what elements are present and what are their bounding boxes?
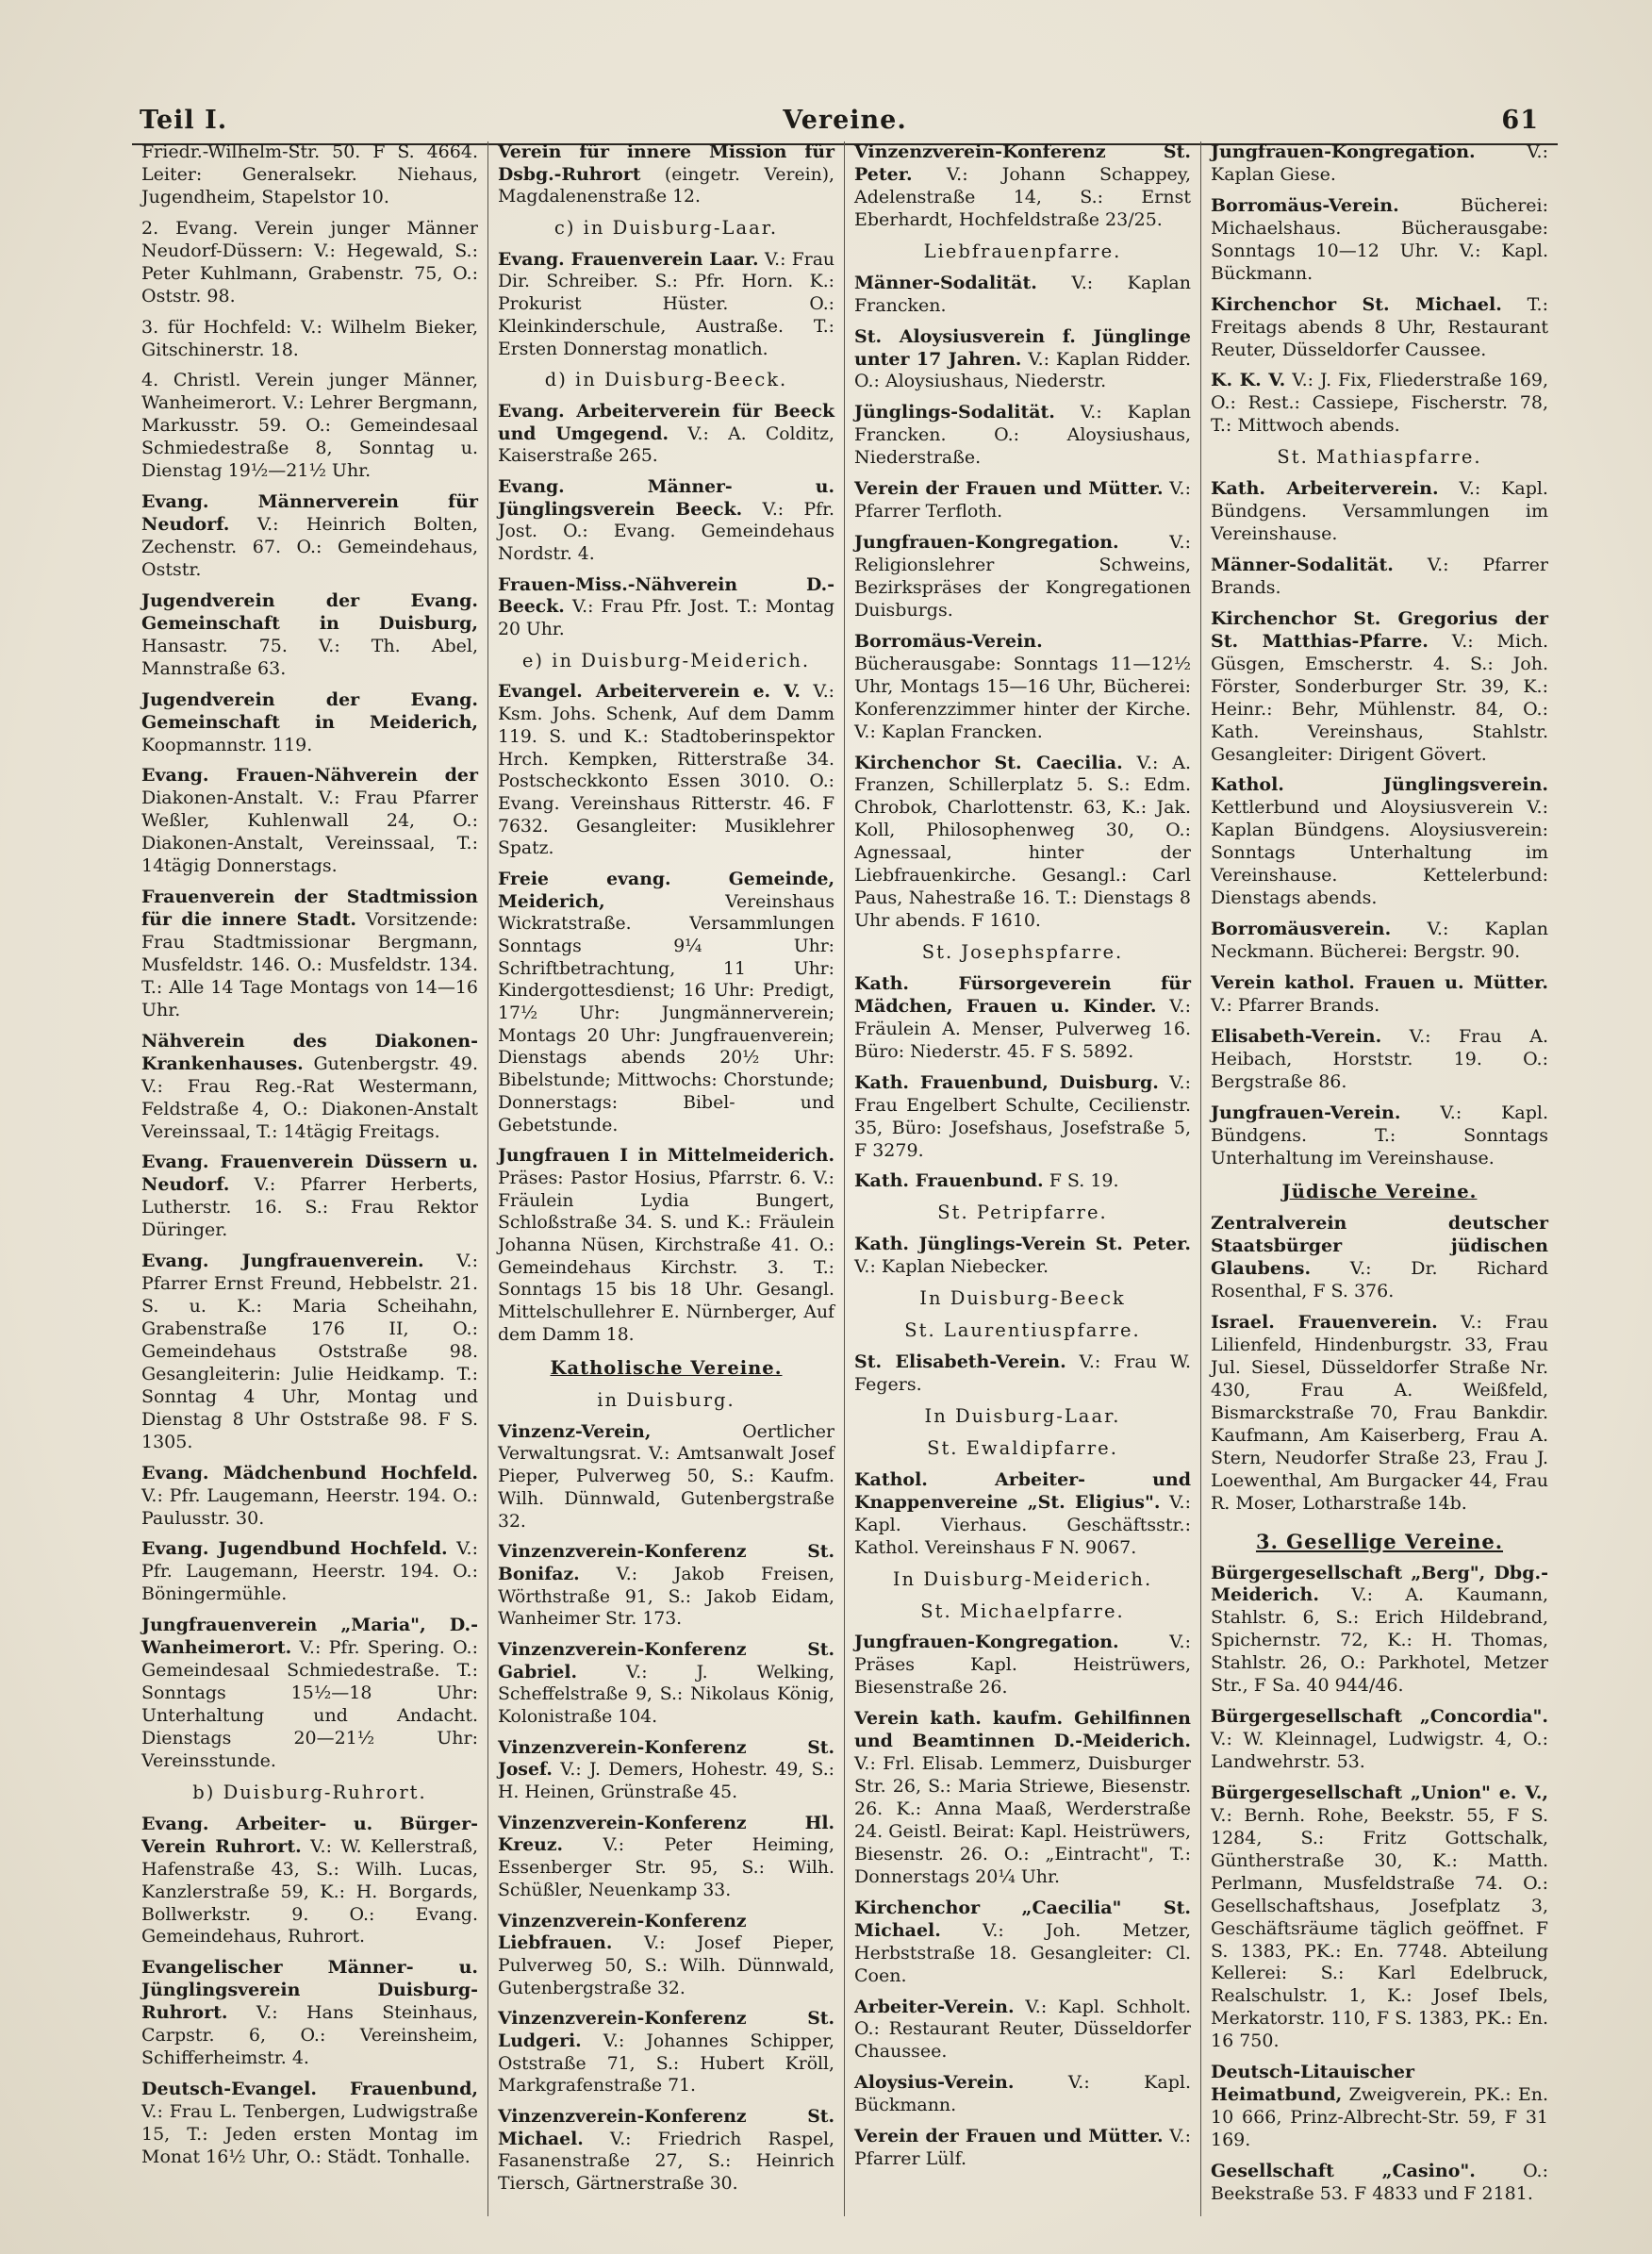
entry-details: V.: Pfarrer Ernst Freund, Hebbelstr. 21. S. u. K.: Maria Scheihahn, Grabenstraße 176 II, O.: Gemeindehaus Oststraße 98. Gesangleiterin: Julie Heidkamp. T.: Sonntag 4 Uhr, Montag und Dienstag 8 Uhr Oststraße 98. F S. 1305. <box>141 1251 478 1452</box>
directory-entry <box>1211 1312 1548 1515</box>
entry-name: Vinzenzverein-Konferenz St. Bonifaz. <box>498 1541 834 1584</box>
entry-name: Israel. Frauenverein. <box>1211 1312 1438 1334</box>
entry-details: Gutenbergstr. 49. V.: Frau Reg.-Rat Westermann, Feldstraße 4, O.: Diakonen-Anstalt Vereinssaal, T.: 14tägig Freitags. <box>141 1052 478 1142</box>
entry-name: Borromäusverein. <box>1211 919 1392 940</box>
entry-details: V.: Heinrich Bolten, Zechenstr. 67. O.: Gemeindehaus, Oststr. <box>141 514 478 580</box>
directory-entry <box>854 1708 1191 1889</box>
entry-details: T.: Freitags abends 8 Uhr, Restaurant Reuter, Düsseldorfer Caussee. <box>1211 293 1548 360</box>
columns <box>132 141 1558 2216</box>
entry-name: Kirchenchor St. Caecilia. <box>854 752 1123 773</box>
entry-details: V.: Kapl. Bündgens. Versammlungen im Vereinshause. <box>1211 478 1548 545</box>
entry-name: Vinzenzverein-Konferenz Liebfrauen. <box>498 1910 747 1954</box>
entry-details: Hansastr. 75. V.: Th. Abel, Mannstraße 63. <box>141 635 478 679</box>
entry-details: V.: Kapl. Bündgens. T.: Sonntags Unterhaltung im Vereinshause. <box>1211 1102 1548 1168</box>
directory-entry <box>1211 1706 1548 1774</box>
entry-details: Koopmannstr. 119. <box>141 734 313 755</box>
entry-name: St. Aloysiusverein f. Jünglinge unter 17 Jahren. <box>854 325 1191 370</box>
entry-details: V.: Pfarrer Brands. <box>1211 555 1548 598</box>
entry-details: V.: Frl. Elisab. Lemmerz, Duisburger Str. 26, S.: Maria Striewe, Biesenstr. 26. K.: Anna Maaß, Werderstraße 24. Geistl. Beirat: Kapl. Heistrüwers, Biesenstr. 26. O.: „Eintracht", T.: Donnerstags 20¼ Uhr. <box>854 1753 1191 1887</box>
directory-entry <box>854 1072 1191 1163</box>
entry-name: Kath. Fürsorgeverein für Mädchen, Frauen u. Kinder. <box>854 972 1191 1017</box>
entry-details: V.: Fräulein A. Menser, Pulverweg 16. Büro: Niederstr. 45. F S. 5892. <box>854 995 1191 1062</box>
directory-entry <box>141 765 478 878</box>
entry-name: Kirchenchor St. Michael. <box>1211 293 1502 315</box>
entry-details: V.: Frau Engelbert Schulte, Cecilienstr. 35, Büro: Josefshaus, Josefstraße 5, F 3279. <box>854 1071 1191 1161</box>
entry-name: Jungfrauen-Kongregation. <box>1211 141 1476 162</box>
entry-name: Evangelischer Männer- u. Jünglingsverein Duisburg-Ruhrort. <box>141 1957 478 2024</box>
entry-details: V.: Jakob Freisen, Wörthstraße 91, S.: Jakob Eidam, Wanheimer Str. 173. <box>498 1564 834 1630</box>
directory-entry <box>141 370 478 483</box>
entry-name: St. Elisabeth-Verein. <box>854 1351 1066 1373</box>
entry-name: Freie evang. Gemeinde, Meiderich, <box>498 868 834 912</box>
entry-details: V.: Joh. Metzer, Herbststraße 18. Gesangleiter: Cl. Coen. <box>854 1919 1191 1986</box>
directory-entry <box>854 2126 1191 2171</box>
directory-entry <box>854 532 1191 622</box>
entry-details: V.: Pfarrer Lülf. <box>854 2126 1191 2170</box>
directory-entry <box>141 491 478 582</box>
directory-entry <box>1211 555 1548 600</box>
entry-details: V.: Pfr. Laugemann, Heerstr. 194. O.: Paulusstr. 30. <box>141 1484 478 1529</box>
directory-entry <box>141 1251 478 1453</box>
entry-details: V.: Peter Heiming, Essenberger Str. 95, S.: Wilh. Schüßler, Neuenkamp 33. <box>498 1835 834 1900</box>
entry-name: Jungfrauen-Verein. <box>1211 1102 1401 1123</box>
directory-entry <box>1211 1563 1548 1699</box>
directory-entry <box>141 317 478 362</box>
entry-name: Kathol. Jünglingsverein. <box>1211 774 1548 796</box>
entry-name: Jungfrauen I in Mittelmeiderich. <box>498 1145 834 1167</box>
entry-details: V.: Pfr. Spering. O.: Gemeindesaal Schmiedestraße. T.: Sonntags 15½—18 Uhr: Unterhaltung und Andacht. Dienstags 20—21½ Uhr: Vereinsstunde. <box>141 1637 478 1771</box>
directory-entry <box>854 973 1191 1064</box>
directory-entry <box>854 478 1191 523</box>
directory-entry <box>498 1639 834 1729</box>
directory-entry <box>141 1615 478 1773</box>
entry-name: Bürgergesellschaft „Berg", Dbg.-Meiderich. <box>1211 1562 1548 1606</box>
entry-name: Jungfrauen-Kongregation. <box>854 1632 1119 1653</box>
entry-details: Friedr.-Wilhelm-Str. 50. F S. 4664. Leiter: Generalsekr. Niehaus, Jugendheim, Stapelstor 10. <box>141 141 478 207</box>
section-heading: St. Ewaldipfarre. <box>927 1436 1118 1459</box>
entry-details: V.: Friedrich Raspel, Fasanenstraße 27, S.: Heinrich Tiersch, Gärtnerstraße 30. <box>498 2129 834 2195</box>
directory-entry <box>854 2072 1191 2117</box>
entry-details: V.: Kapl. Vierhaus. Geschäftsstr.: Kathol. Vereinshaus F N. 9067. <box>854 1491 1191 1558</box>
entry-details: 2. Evang. Verein junger Männer Neudorf-Düssern: V.: Hegewald, S.: Peter Kuhlmann, Grabenstr. 75, O.: Oststr. 98. <box>141 217 478 307</box>
entry-details: V.: Ksm. Johs. Schenk, Auf dem Damm 119. S. und K.: Stadtoberinspektor Hrch. Kempken, Ritterstraße 34. Postscheckkonto Essen 3010. O.: Evang. Vereinshaus Ritterstr. 46. F 7632. Gesangleiter: Musiklehrer Spatz. <box>498 682 835 859</box>
directory-entry <box>854 1469 1191 1560</box>
directory-entry <box>1211 774 1548 910</box>
entry-details: V.: Josef Pieper, Pulverweg 50, S.: Wilh. Dünnwald, Gutenbergstraße 32. <box>498 1933 834 1998</box>
entry-name: Deutsch-Evangel. Frauenbund, <box>141 2079 478 2100</box>
entry-details: V.: Bernh. Rohe, Beekstr. 55, F S. 1284, S.: Fritz Gottschalk, Güntherstraße 30, K.: Matth. Perlmann, Musfeldstraße 74. O.: Gesellschaftshaus, Josefplatz 3, Geschäftsräume täglich geöffnet. F S. 1383, PK.: En. 7748. Abteilung Kellerei: S.: Karl Edelbruck, Realschulstr. 1, K.: Josef Ibels, Merkatorstr. 110, F S. 1383, PK.: En. 16 750. <box>1211 1804 1548 2052</box>
entry-name: Kirchenchor St. Gregorius der St. Matthias-Pfarre. <box>1211 607 1548 652</box>
section-heading: St. Josephspfarre. <box>921 941 1124 963</box>
page-number: 61 <box>1501 106 1539 135</box>
entry-name: Vinzenzverein-Konferenz St. Gabriel. <box>498 1638 834 1682</box>
entry-name: Elisabeth-Verein. <box>1211 1025 1382 1047</box>
directory-entry <box>1211 294 1548 362</box>
entry-details: V.: Frau Lilienfeld, Hindenburgstr. 33, Frau Jul. Siesel, Düsseldorfer Straße Nr. 430, Frau A. Weißfeld, Bismarckstraße 70, Frau Bankdir. Kaufmann, Am Kaiserberg, Frau A. Stern, Neudorfer Straße 23, Frau J. Loewenthal, Am Burgacker 44, Frau R. Moser, Lotharstraße 14b. <box>1211 1312 1549 1514</box>
entry-name: Evang. Frauen-Nähverein der <box>141 765 478 787</box>
directory-entry <box>498 681 834 860</box>
column-3 <box>845 141 1201 2216</box>
directory-entry <box>141 689 478 757</box>
entry-name: Evang. Frauenverein Düssern u. Neudorf. <box>141 1152 478 1196</box>
entry-name: Zentralverein deutscher Staatsbürger jüdischen Glaubens. <box>1211 1213 1548 1280</box>
header-part: Teil I. <box>140 106 228 135</box>
directory-entry <box>1211 972 1548 1018</box>
entry-name: Aloysius-Verein. <box>854 2072 1015 2094</box>
entry-details: Zweigverein, PK.: En. 10 666, Prinz-Albrecht-Str. 59, F 31 169. <box>1211 2084 1548 2150</box>
entry-details: V.: Johann Schappey, Adelenstraße 14, S.: Ernst Eberhardt, Hochfeldstraße 23/25. <box>854 163 1191 230</box>
entry-details: V.: Kaplan Francken. O.: Aloysiushaus, Niederstraße. <box>854 402 1191 469</box>
entry-details: 3. für Hochfeld: V.: Wilhelm Bieker, Gitschinerstr. 18. <box>141 316 478 360</box>
column-1 <box>132 141 488 2216</box>
entry-name: Borromäus-Verein. <box>854 630 1043 652</box>
column-4 <box>1201 141 1558 2216</box>
section-heading: St. Petripfarre. <box>937 1202 1108 1224</box>
entry-details: V.: Frau Pfr. Jost. T.: Montag 20 Uhr. <box>498 597 834 640</box>
directory-entry <box>498 1737 834 1804</box>
directory-entry <box>498 401 834 468</box>
directory-entry <box>498 1145 834 1346</box>
directory-entry <box>141 887 478 1022</box>
entry-name: Vinzenzverein-Konferenz St. Michael. <box>498 2106 834 2149</box>
section-heading: Liebfrauenpfarre. <box>923 240 1122 262</box>
entry-details: V.: Kaplan Niebecker. <box>854 1256 1049 1278</box>
entry-name: Männer-Sodalität. <box>1211 555 1394 575</box>
header-section-title: Vereine. <box>783 106 907 135</box>
entry-details: V.: Mich. Güsgen, Emscherstr. 4. S.: Joh. Förster, Sonderburger Str. 39, K.: Heinr.: Behr, Mühlenstr. 84, O.: Kath. Vereinshaus, Stahlstr. Gesangleiter: Dirigent Gövert. <box>1211 630 1548 765</box>
directory-entry <box>854 273 1191 318</box>
entry-name: Frauenverein der Stadtmission für die innere Stadt. <box>141 887 478 931</box>
section-heading: d) in Duisburg-Beeck. <box>544 369 788 391</box>
directory-entry <box>141 1814 478 1949</box>
entry-details: V.: W. Kellerstraß, Hafenstraße 43, S.: Wilh. Lucas, Kanzlerstraße 59, K.: H. Borgards, Bollwerkstr. 9. O.: Evang. Gemeindehaus, Ruhrort. <box>141 1835 478 1947</box>
entry-name: Evang. Jugendbund Hochfeld. <box>141 1538 448 1560</box>
section-heading: Jüdische Vereine. <box>1281 1181 1478 1203</box>
entry-details: V.: Pfarrer Terfloth. <box>854 478 1191 522</box>
entry-name: Evang. Mädchenbund Hochfeld. <box>141 1462 478 1483</box>
directory-entry <box>854 1351 1191 1397</box>
entry-details: Vorsitzende: Frau Stadtmissionar Bergmann, Musfeldstr. 146. O.: Musfeldstr. 134. T.: Alle 14 Tage Montags von 14—16 Uhr. <box>141 909 478 1020</box>
section-heading: in Duisburg. <box>597 1389 735 1412</box>
entry-name: Verein für innere Mission für Dsbg.-Ruhrort <box>498 141 834 185</box>
column-2 <box>488 141 845 2216</box>
entry-name: Jungfrauenverein „Maria", D.-Wanheimerort. <box>141 1615 478 1659</box>
directory-entry <box>498 476 834 566</box>
entry-details: V.: Hans Steinhaus, Carpstr. 6, O.: Vereinsheim, Schifferheimstr. 4. <box>141 2002 478 2069</box>
entry-details: V.: J. Demers, Hohestr. 49, S.: H. Heinen, Grünstraße 45. <box>498 1760 834 1803</box>
directory-entry <box>1211 370 1548 438</box>
entry-details: V.: Dr. Richard Rosenthal, F S. 376. <box>1211 1258 1548 1302</box>
entry-details: V.: Johannes Schipper, Oststraße 71, S.: Hubert Kröll, Markgrafenstraße 71. <box>498 2030 834 2097</box>
entry-name: Vinzenz-Verein, <box>498 1420 652 1442</box>
section-heading: b) Duisburg-Ruhrort. <box>192 1781 427 1803</box>
entry-name: Evang. Männer- u. Jünglingsverein Beeck. <box>498 475 834 520</box>
directory-entry <box>854 402 1191 470</box>
section-heading: e) in Duisburg-Meiderich. <box>521 649 811 671</box>
entry-details: V.: Frau A. Heibach, Horststr. 19. O.: Bergstraße 86. <box>1211 1025 1548 1092</box>
entry-name: Frauen-Miss.-Nähverein D.-Beeck. <box>498 573 834 618</box>
directory-entry <box>141 1031 478 1144</box>
entry-details: V.: Frau L. Tenbergen, Ludwigstraße 15, T.: Jeden ersten Montag im Monat 16½ Uhr, O.: Städt. Tonhalle. <box>141 2101 478 2167</box>
entry-name: Kath. Frauenbund. <box>854 1170 1044 1192</box>
entry-details: V.: Frau Dir. Schreiber. S.: Pfr. Horn. K.: Prokurist Hüster. O.: Kleinkinderschule, Austraße. T.: Ersten Donnerstag monatlich. <box>498 249 834 359</box>
entry-details: Bücherei: Michaelshaus. Bücherausgabe: Sonntags 10—12 Uhr. V.: Kapl. Bückmann. <box>1211 194 1548 284</box>
directory-entry <box>1211 478 1548 546</box>
entry-details: V.: Pfarrer Brands. <box>1211 994 1380 1016</box>
entry-details: F S. 19. <box>1043 1170 1119 1192</box>
entry-name: Bürgergesellschaft „Concordia". <box>1211 1706 1548 1728</box>
section-heading: St. Michaelpfarre. <box>920 1599 1125 1622</box>
directory-entry <box>498 141 834 208</box>
entry-name: Arbeiter-Verein. <box>854 1996 1015 2017</box>
entry-details: Vereinshaus Wickratstraße. Versammlungen Sonntags 9¼ Uhr: Schriftbetrachtung, 11 Uhr: Kindergottesdienst; 16 Uhr: Predigt, 17½ Uhr: Jungmännerverein; Montags 20 Uhr: Jungfrauenverein; Dienstags abends 20½ Uhr: Bibelstunde; Mittwochs: Chorstunde; Donnerstags: Bibel- und Gebetstunde. <box>498 891 834 1135</box>
directory-entry <box>854 631 1191 744</box>
entry-name: Kathol. Arbeiter- und Knappenvereine „St. Eligius". <box>854 1468 1191 1513</box>
entry-name: Bürgergesellschaft „Union" e. V., <box>1211 1782 1548 1803</box>
section-heading: St. Laurentiuspfarre. <box>904 1319 1141 1342</box>
entry-details: Kettlerbund und Aloysiusverein V.: Kaplan Bündgens. Aloysiusverein: Sonntags Unterhaltung im Vereinshause. Kettelerbund: Dienstags abends. <box>1211 797 1548 909</box>
entry-details: V.: Kaplan Neckmann. Bücherei: Bergstr. 90. <box>1211 919 1548 962</box>
directory-entry <box>498 2008 834 2097</box>
entry-details: V.: J. Fix, Fliederstraße 169, O.: Rest.: Cassiepe, Fischerstr. 78, T.: Mittwoch abends. <box>1211 370 1548 437</box>
directory-entry <box>1211 2062 1548 2152</box>
entry-name: Verein kathol. Frauen u. Mütter. <box>1211 971 1548 993</box>
section-heading: Katholische Vereine. <box>550 1357 783 1380</box>
entry-name: Evang. Arbeiterverein für Beeck und Umgegend. <box>498 400 834 444</box>
entry-name: Jünglings-Sodalität. <box>854 402 1055 423</box>
directory-entry <box>141 141 478 209</box>
section-heading: c) in Duisburg-Laar. <box>553 217 779 240</box>
directory-entry <box>498 249 834 360</box>
entry-name: Vinzenzverein-Konferenz Hl. Kreuz. <box>498 1812 834 1856</box>
directory-entry <box>141 1463 478 1531</box>
entry-details: O.: Beekstraße 53. F 4833 und F 2181. <box>1211 2160 1548 2204</box>
entry-name: Vinzenzverein-Konferenz St. Ludgeri. <box>498 2008 834 2051</box>
directory-entry <box>498 1813 834 1902</box>
entry-name: Kath. Arbeiterverein. <box>1211 478 1439 500</box>
entry-details: V.: J. Welking, Scheffelstraße 9, S.: Nikolaus König, Kolonistraße 104. <box>498 1662 834 1727</box>
entry-details: V.: A. Franzen, Schillerplatz 5. S.: Edm. Chrobok, Charlottenstr. 63, K.: Jak. Koll, Philosophenweg 30, O.: Agnessaal, hinter der Liebfrauenkirche. Gesangl.: Carl Paus, Nahestraße 16. T.: Dienstags 8 Uhr abends. F 1610. <box>854 752 1192 932</box>
directory-entry <box>854 141 1191 232</box>
directory-entry <box>854 1632 1191 1699</box>
directory-entry <box>498 2106 834 2196</box>
directory-entry <box>1211 1213 1548 1303</box>
entry-name: Kath. Frauenbund, Duisburg. <box>854 1071 1159 1093</box>
section-heading: In Duisburg-Laar. <box>924 1404 1121 1427</box>
directory-entry <box>1211 141 1548 187</box>
entry-details: Diakonen-Anstalt. V.: Frau Pfarrer Weßler, Kuhlenwall 24, O.: Diakonen-Anstalt, Vereinssaal, T.: 14tägig Donnerstags. <box>141 787 478 877</box>
entry-name: Kath. Jünglings-Verein St. Peter. <box>854 1234 1191 1255</box>
entry-details: Oertlicher Verwaltungsrat. V.: Amtsanwalt Josef Pieper, Pulverweg 50, S.: Kaufm. Wilh. Dünnwald, Gutenbergstraße 32. <box>498 1421 834 1532</box>
entry-details: Präses: Pastor Hosius, Pfarrstr. 6. V.: Fräulein Lydia Bungert, Schloßstraße 34. S. und K.: Fräulein Johanna Nüsen, Kirchstraße 41. O.: Gemeindehaus Kirchstr. 3. T.: Sonntags 15 bis 18 Uhr. Gesangl. Mittelschullehrer E. Nürnberger, Auf dem Damm 18. <box>498 1168 834 1345</box>
entry-name: Gesellschaft „Casino". <box>1211 2160 1476 2181</box>
entry-details: V.: A. Kaumann, Stahlstr. 6, S.: Erich Hildebrand, Spichernstr. 72, K.: H. Thomas, Stahlstr. 26, O.: Parkhotel, Metzer Str., F Sa. 40 944/46. <box>1211 1584 1548 1697</box>
entry-details: 4. Christl. Verein junger Männer, Wanheimerort. V.: Lehrer Bergmann, Markusstr. 59. O.: Gemeindesaal Schmiedestraße 8, Sonntag u. Dienstag 19½—21½ Uhr. <box>141 370 478 482</box>
entry-details: V.: Religionslehrer Schweins, Bezirkspräses der Kongregationen Duisburgs. <box>854 532 1191 621</box>
entry-name: Evang. Arbeiter- u. Bürger-Verein Ruhrort. <box>141 1813 478 1857</box>
entry-name: Jugendverein der Evang. Gemeinschaft in Meiderich, <box>141 688 478 733</box>
entry-name: Evangel. Arbeiterverein e. V. <box>498 681 801 703</box>
directory-entry <box>141 218 478 308</box>
entry-details: Bücherausgabe: Sonntags 11—12½ Uhr, Montags 15—16 Uhr, Bücherei: Konferenzzimmer hinter der Kirche. V.: Kaplan Francken. <box>854 653 1191 742</box>
directory-entry <box>498 574 834 641</box>
section-heading: 3. Gesellige Vereine. <box>1255 1529 1504 1553</box>
directory-entry <box>498 1421 834 1533</box>
entry-name: Evang. Jungfrauenverein. <box>141 1251 424 1272</box>
directory-entry <box>498 1911 834 2000</box>
entry-name: Jungfrauen-Kongregation. <box>854 532 1119 554</box>
entry-name: Vinzenzverein-Konferenz St. Peter. <box>854 141 1191 185</box>
entry-name: Verein der Frauen und Mütter. <box>854 2126 1164 2147</box>
entry-details: V.: Pfr. Laugemann, Heerstr. 194. O.: Böningermühle. <box>141 1538 478 1605</box>
entry-name: Nähverein des Diakonen-Krankenhauses. <box>141 1030 478 1074</box>
entry-details: V.: Kaplan Ridder. O.: Aloysiushaus, Niederstr. <box>854 348 1191 392</box>
directory-entry <box>1211 1102 1548 1170</box>
directory-entry <box>854 753 1191 934</box>
entry-name: Kirchenchor „Caecilia" St. Michael. <box>854 1897 1191 1941</box>
directory-entry <box>141 1538 478 1606</box>
entry-name: Evang. Männerverein für Neudorf. <box>141 491 478 536</box>
directory-entry <box>141 2079 478 2169</box>
entry-name: Jugendverein der Evang. Gemeinschaft in Duisburg, <box>141 589 478 634</box>
directory-entry <box>854 1898 1191 1988</box>
section-heading: In Duisburg-Beeck <box>919 1287 1126 1310</box>
entry-details: V.: W. Kleinnagel, Ludwigstr. 4, O.: Landwehrstr. 53. <box>1211 1729 1548 1772</box>
directory-entry <box>854 1170 1191 1193</box>
entry-name: Evang. Frauenverein Laar. <box>498 248 759 270</box>
entry-details: V.: Pfr. Jost. O.: Evang. Gemeindehaus Nordstr. 4. <box>498 499 834 564</box>
entry-details: (eingetr. Verein), Magdalenenstraße 12. <box>498 164 834 207</box>
directory-entry <box>1211 919 1548 964</box>
directory-entry <box>498 869 834 1136</box>
entry-details: V.: A. Colditz, Kaiserstraße 265. <box>498 423 834 467</box>
directory-entry <box>1211 1026 1548 1094</box>
directory-entry <box>141 590 478 681</box>
entry-name: Deutsch-Litauischer Heimatbund, <box>1211 2062 1414 2106</box>
entry-name: Vinzenzverein-Konferenz St. Josef. <box>498 1736 834 1781</box>
entry-details: V.: Frau W. Fegers. <box>854 1351 1191 1395</box>
directory-entry <box>854 326 1191 394</box>
entry-details: V.: Pfarrer Herberts, Lutherstr. 16. S.: Frau Rektor Düringer. <box>141 1174 478 1241</box>
entry-details: V.: Kaplan Francken. <box>854 272 1191 316</box>
directory-entry <box>1211 1782 1548 2053</box>
entry-details: V.: Kapl. Bückmann. <box>854 2072 1191 2116</box>
directory-entry <box>1211 195 1548 286</box>
directory-entry <box>141 1957 478 2070</box>
entry-details: V.: Kapl. Schholt. O.: Restaurant Reuter, Düsseldorfer Chaussee. <box>854 1996 1191 2063</box>
entry-name: Männer-Sodalität. <box>854 272 1037 293</box>
entry-name: K. K. V. <box>1211 370 1286 391</box>
section-heading: In Duisburg-Meiderich. <box>892 1567 1153 1590</box>
entry-name: Borromäus-Verein. <box>1211 194 1399 216</box>
entry-name: Verein der Frauen und Mütter. <box>854 478 1164 500</box>
directory-entry <box>141 1152 478 1242</box>
section-heading: St. Mathiaspfarre. <box>1277 446 1482 469</box>
entry-name: Verein kath. kaufm. Gehilfinnen und Beamtinnen D.-Meiderich. <box>854 1708 1191 1752</box>
running-header <box>132 106 1558 145</box>
directory-entry <box>1211 608 1548 767</box>
entry-details: V.: Kaplan Giese. <box>1211 141 1548 185</box>
directory-entry <box>498 1541 834 1631</box>
directory-entry <box>854 1234 1191 1279</box>
directory-entry <box>854 1997 1191 2064</box>
entry-details: V.: Präses Kapl. Heistrüwers, Biesenstraße 26. <box>854 1632 1191 1699</box>
directory-entry <box>1211 2161 1548 2206</box>
